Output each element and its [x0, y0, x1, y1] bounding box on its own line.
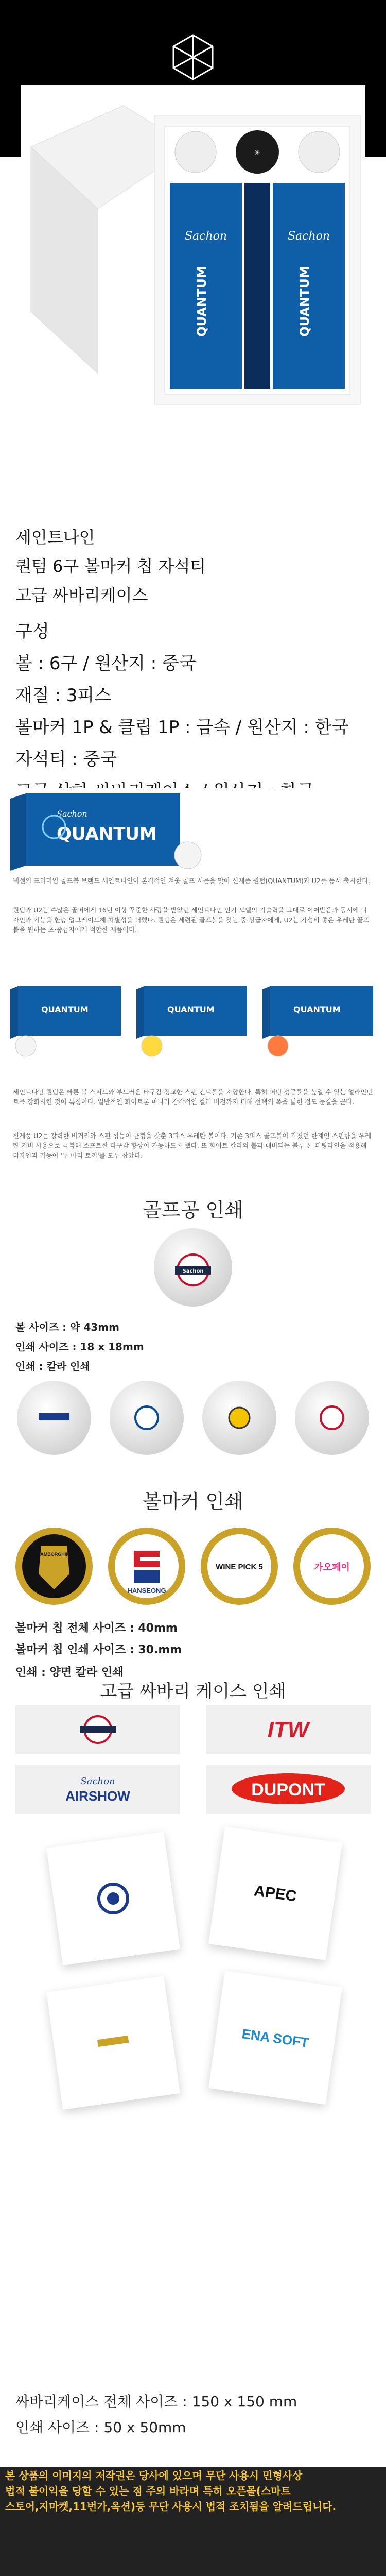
marker-label-4: 가오페이	[314, 1562, 350, 1572]
spec-line-tee: 자석티 : 중국	[15, 749, 117, 770]
marker-gaopei	[293, 1528, 371, 1605]
case-tile-4	[206, 1765, 371, 1814]
case-tile-3	[15, 1765, 180, 1814]
brand-cube-logo	[167, 31, 219, 82]
spec-line-marker: 볼마커 1P & 클립 1P : 금속 / 원산지 : 한국	[15, 717, 349, 738]
ball-marker-samples	[10, 1525, 376, 1607]
copyright-notice	[5, 2468, 381, 2514]
svg-text:QUANTUM: QUANTUM	[41, 1005, 89, 1014]
svg-text:AIRSHOW: AIRSHOW	[65, 1788, 130, 1804]
spec-line-material: 재질 : 3피스	[15, 685, 112, 706]
marker-label-3: WINE PICK 5	[216, 1563, 263, 1571]
box-product-text: QUANTUM	[57, 824, 157, 844]
gift-box-image	[21, 85, 365, 446]
marker-winepick	[201, 1528, 278, 1605]
copyright-line-1: 본 상품의 이미지의 저작권은 당사에 있으며 무단 사용시 민형사상	[5, 2469, 303, 2482]
product-title-block	[15, 523, 371, 609]
sleeve-brand-left: Sachon	[184, 230, 227, 243]
marker-print-title: 볼마커 인쇄	[143, 1490, 243, 1513]
ball-logo-text: Sachon	[182, 1268, 204, 1274]
marker-lamborghini	[15, 1528, 93, 1605]
ball-print-label: 인쇄 : 칼라 인쇄	[15, 1360, 90, 1372]
ball-size-label: 볼 사이즈 : 약 43mm	[15, 1321, 119, 1333]
marker-print-size-label: 볼마커 칩 인쇄 사이즈 : 30.mm	[15, 1643, 182, 1656]
spec-heading: 구성	[15, 621, 49, 642]
case-print-title: 고급 싸바리 케이스 인쇄	[100, 1681, 286, 1702]
brand-description-1: 넥센의 프리미엄 골프볼 브랜드 세인트나인이 본격적인 겨울 골프 시즌을 맞아 신제품 퀀텀(QUANTUM)과 U2를 동시 출시한다.	[13, 877, 371, 885]
white-case-2-label: APEC	[253, 1882, 298, 1905]
svg-text:✳: ✳	[254, 149, 260, 157]
ball-print-size-label: 인쇄 사이즈 : 18 x 18mm	[15, 1341, 144, 1353]
printed-golfball-large	[152, 1226, 234, 1309]
quantum-box-row-image	[10, 979, 376, 1066]
white-case-4-label: ENA SOFT	[241, 2026, 310, 2050]
white-case-1	[46, 1832, 180, 1965]
product-title-line-1: 세인트나인	[15, 528, 95, 547]
brand-description-3: 세인트나인 퀀텀은 빠른 볼 스피드와 부드러운 타구감·정교한 스핀 컨트롤을 지향한다. 특히 퍼팅 성공률을 높일 수 있는 얼라인먼트를 강화시킨 것이 특징이다. 일반적인 화이트론 마나라 감각적인 컬러 버전까지 더해 선택의 폭을 넓힌 점도 눈길을 끈다.	[13, 1088, 373, 1106]
case-tile-2-label: ITW	[267, 1717, 309, 1742]
svg-text:QUANTUM: QUANTUM	[167, 1005, 215, 1014]
copyright-line-3: 스토어,지마켓,11번가,옥션)등 무단 사용시 법적 조치됨을 알려드립니다.	[5, 2500, 337, 2513]
sleeve-product-left: QUANTUM	[195, 266, 209, 337]
case-total-size-label: 싸바리케이스 전체 사이즈 : 150 x 150 mm	[15, 2393, 297, 2410]
marker-label-2: HANSEONG	[127, 1587, 166, 1595]
golfball-print-title: 골프공 인쇄	[143, 1199, 243, 1222]
brand-description-4: 신제품 U2는 강력한 비거리와 스핀 성능이 균형을 갖춘 3피스 우레탄 볼이다. 기존 3피스 골프볼이 가졌던 한계인 스핀량을 우레탄 커버 사용으로 극복해 소프트한 타구감 향상이 가능하도록 했다. 또 화이트 칼라의 볼과 대비되는 블루 톤 퍼팅라인을 적용해 디자인과 기능이 '두 마리 토끼'를 모두 잡았다.	[13, 1132, 372, 1159]
spec-block	[15, 616, 376, 807]
marker-chip-size-label: 볼마커 칩 전체 사이즈 : 40mm	[15, 1622, 178, 1635]
copyright-line-2: 법적 불이익을 당할 수 있는 점 주의 바라며 특히 오픈몰(스마트	[5, 2485, 291, 2497]
case-tile-1	[15, 1705, 180, 1754]
product-title-line-2: 퀀텀 6구 볼마커 칩 자석티	[15, 556, 206, 576]
white-case-4	[208, 1971, 342, 2105]
marker-print-label: 인쇄 : 양면 칼라 인쇄	[15, 1666, 124, 1679]
sleeve-product-right: QUANTUM	[297, 266, 312, 337]
marker-hanseong	[108, 1528, 185, 1605]
marker-label-1: LAMBORGHINI	[37, 1552, 71, 1557]
svg-text:Sachon: Sachon	[80, 1776, 115, 1787]
case-print-size-label: 인쇄 사이즈 : 50 x 50mm	[15, 2419, 186, 2436]
brand-description-2: 퀀텀과 U2는 수많은 골퍼에게 16년 이상 꾸준한 사랑을 받았던 세인트나인 인기 모델의 기술력을 그대로 이어받음과 동시에 디자인과 기능을 한층 업그레이드해 차별성을 더했다. 퀀텀은 세련된 골프볼을 찾는 중·상급자에게, U2는 가성비 좋은 우레탄 골프볼을 원하는 초·중급자에게 적합한 제품이다.	[13, 906, 370, 934]
sleeve-brand-right: Sachon	[287, 230, 330, 243]
spec-line-ball: 볼 : 6구 / 원산지 : 중국	[15, 653, 196, 674]
product-title-line-3: 고급 싸바리케이스	[15, 585, 148, 605]
printed-golfball-samples	[10, 1373, 376, 1463]
box-brand-text: Sachon	[57, 809, 87, 819]
white-case-2	[208, 1826, 342, 1960]
case-tile-4-label: DUPONT	[251, 1780, 325, 1800]
quantum-ball-image	[10, 788, 376, 871]
case-tile-2	[206, 1705, 371, 1754]
svg-text:QUANTUM: QUANTUM	[293, 1005, 341, 1014]
white-case-3	[46, 1976, 180, 2110]
